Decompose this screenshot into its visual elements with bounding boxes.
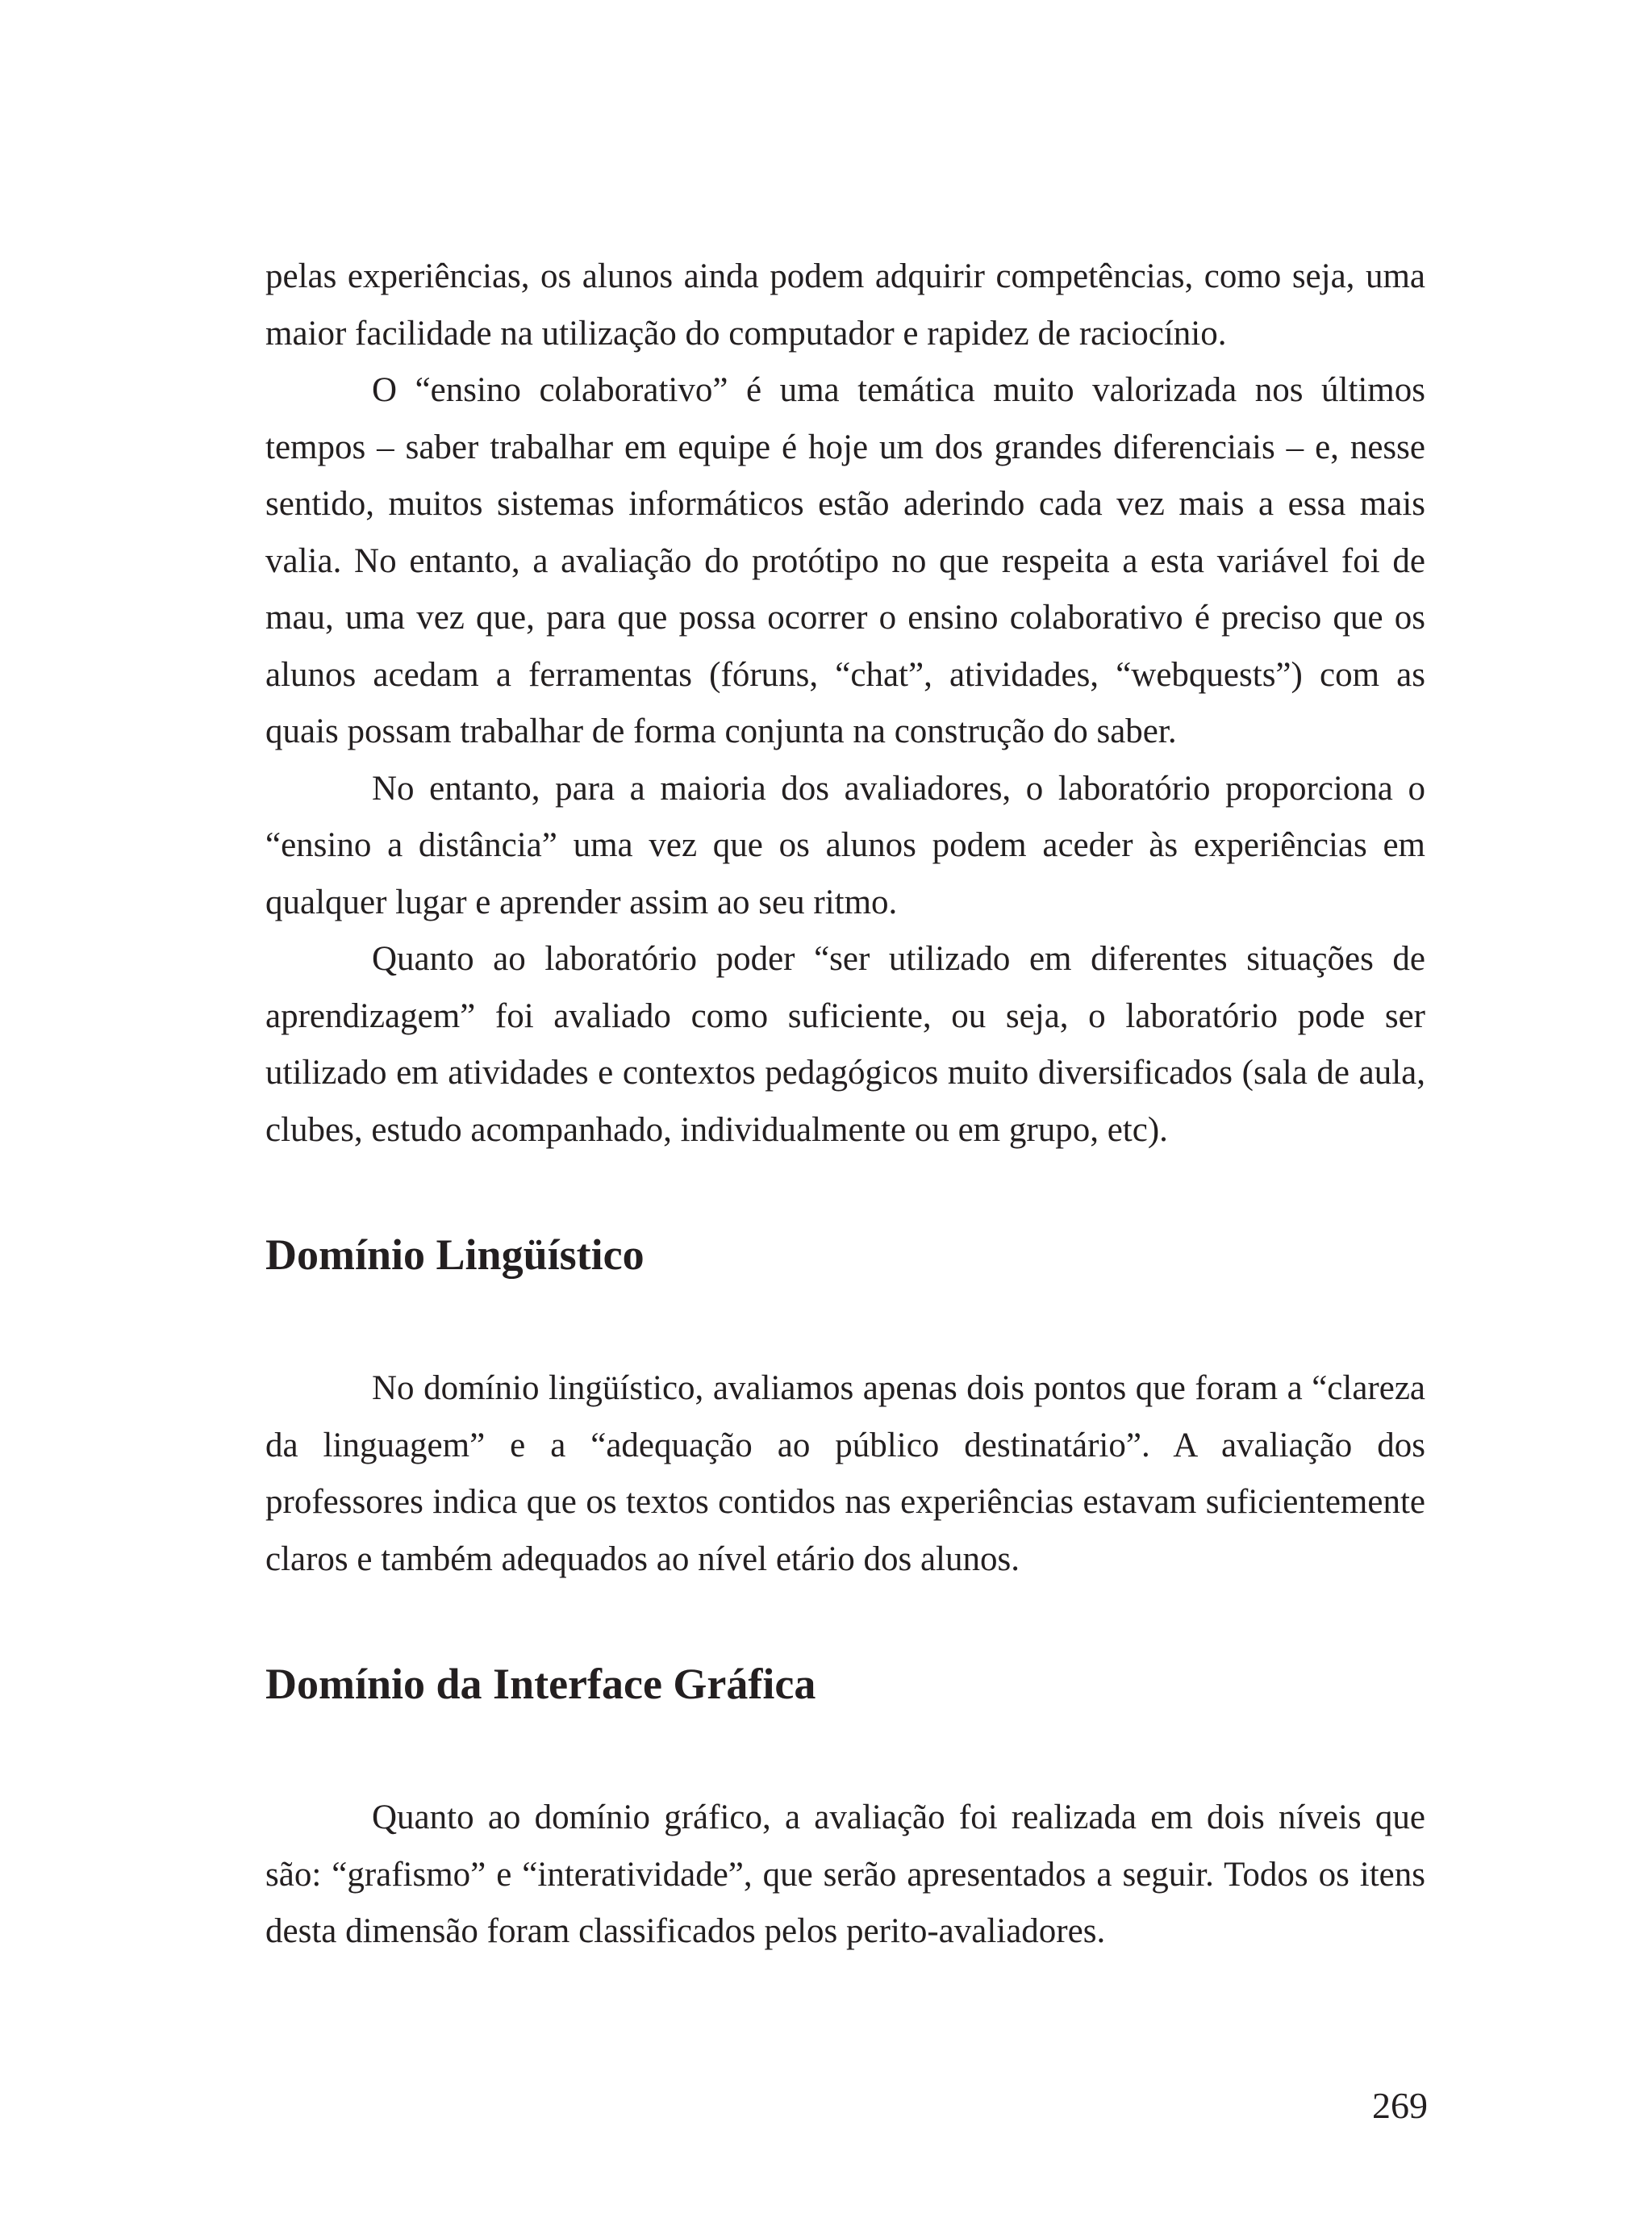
body-paragraph-continuation: pelas experiências, os alunos ainda podem adquirir competências, como seja, uma maior facilidade na utilização do computador e rapidez de raciocínio.: [265, 257, 1425, 353]
body-paragraph-interface: Quanto ao domínio gráfico, a avaliação foi realizada em dois níveis que são: “grafismo” e “interatividade”, que serão apresentados a seguir. Todos os itens desta dimensão foram classificados pelos perito-avaliadores.: [265, 1798, 1425, 1950]
page-number: 269: [1372, 2085, 1428, 2126]
body-paragraph-collaborative-teaching: O “ensino colaborativo” é uma temática muito valorizada nos últimos tempos – saber trabalhar em equipe é hoje um dos grandes diferenciais – e, nesse sentido, muitos sistemas informáticos estão aderindo cada vez mais a essa mais valia. No entanto, a avaliação do protótipo no que respeita a esta variável foi de mau, uma vez que, para que possa ocorrer o ensino colaborativo é preciso que os alunos acedam a ferramentas (fóruns, “chat”, atividades, “webquests”) com as quais possam trabalhar de forma conjunta na construção do saber.: [265, 371, 1425, 750]
page-body: [265, 249, 1425, 1961]
section-heading-linguistic: Domínio Lingüístico: [265, 1230, 645, 1279]
body-paragraph-distance-learning: No entanto, para a maioria dos avaliadores, o laboratório proporciona o “ensino a distância” uma vez que os alunos podem aceder às experiências em qualquer lugar e aprender assim ao seu ritmo.: [265, 769, 1425, 921]
body-paragraph-learning-situations: Quanto ao laboratório poder “ser utilizado em diferentes situações de aprendizagem” foi avaliado como suficiente, ou seja, o laboratório pode ser utilizado em atividades e contextos pedagógicos muito diversificados (sala de aula, clubes, estudo acompanhado, individualmente ou em grupo, etc).: [265, 940, 1425, 1149]
body-paragraph-linguistic: No domínio lingüístico, avaliamos apenas dois pontos que foram a “clareza da linguagem” e a “adequação ao público destinatário”. A avaliação dos professores indica que os textos contidos nas experiências estavam suficientemente claros e também adequados ao nível etário dos alunos.: [265, 1369, 1425, 1578]
section-heading-interface: Domínio da Interface Gráfica: [265, 1660, 816, 1708]
